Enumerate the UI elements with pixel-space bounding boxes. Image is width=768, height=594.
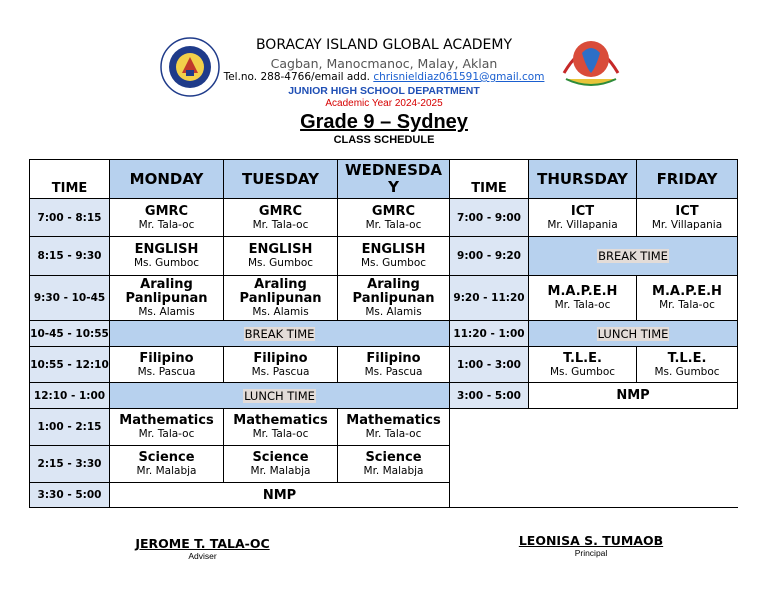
subject-cell xyxy=(224,446,338,483)
teacher-name: Mr. Tala-oc xyxy=(252,218,309,231)
subject-name: Mathematics xyxy=(119,413,214,428)
department-name: JUNIOR HIGH SCHOOL DEPARTMENT xyxy=(288,85,480,97)
adviser-name: JEROME T. TALA-OC xyxy=(135,536,270,551)
subject-name: Filipino xyxy=(253,350,308,366)
table-row xyxy=(30,383,738,409)
teacher-name: Mr. Tala-oc xyxy=(554,299,611,311)
teacher-name: Ms. Gumboc xyxy=(247,257,314,269)
teacher-name: Mr. Malabja xyxy=(250,465,311,477)
subject-name: ICT xyxy=(675,203,699,219)
subject-cell xyxy=(338,276,450,321)
subject-cell xyxy=(338,199,450,237)
subject-name: ENGLISH xyxy=(248,242,313,257)
subject-cell xyxy=(224,347,338,383)
subject-name: T.L.E. xyxy=(563,350,602,366)
break-time-label: BREAK TIME xyxy=(244,326,315,341)
subject-name: Araling Panlipunan xyxy=(239,277,322,306)
table-row xyxy=(30,347,738,383)
subject-cell xyxy=(637,199,738,237)
time-cell: 10-45 - 10:55 xyxy=(30,321,110,347)
telephone-text: Tel.no. 288-4766/email add. xyxy=(223,71,374,83)
subject-name: Araling Panlipunan xyxy=(352,277,435,306)
academic-year: Academic Year 2024-2025 xyxy=(325,98,443,109)
table-row xyxy=(30,409,738,446)
subject-name: M.A.P.E.H xyxy=(547,284,618,299)
header-time-left: TIME xyxy=(30,160,110,199)
teacher-name: Ms. Pascua xyxy=(251,365,310,378)
subject-name: GMRC xyxy=(371,203,416,219)
teacher-name: Mr. Tala-oc xyxy=(138,218,195,231)
time-cell: 7:00 - 9:00 xyxy=(450,199,529,237)
subject-name: Science xyxy=(252,450,309,465)
subject-name: ENGLISH xyxy=(134,242,199,257)
subject-cell xyxy=(224,199,338,237)
header-monday: MONDAY xyxy=(110,160,224,199)
nmp-cell: NMP xyxy=(110,483,450,508)
teacher-name: Ms. Alamis xyxy=(138,306,195,318)
teacher-name: Ms. Alamis xyxy=(252,306,309,318)
nmp-cell: NMP xyxy=(529,383,738,409)
teacher-name: Mr. Malabja xyxy=(363,465,424,477)
school-address: Cagban, Manocmanoc, Malay, Aklan xyxy=(270,56,498,71)
teacher-name: Ms. Gumboc xyxy=(549,365,616,378)
header-thursday: THURSDAY xyxy=(529,160,637,199)
time-cell: 10:55 - 12:10 xyxy=(30,347,110,383)
table-header-row xyxy=(30,160,738,199)
time-cell: 1:00 - 2:15 xyxy=(30,409,110,446)
subject-name: M.A.P.E.H xyxy=(652,284,722,299)
time-cell: 7:00 - 8:15 xyxy=(30,199,110,237)
subject-cell xyxy=(637,276,738,321)
subject-cell xyxy=(338,237,450,276)
subject-cell xyxy=(110,347,224,383)
teacher-name: Mr. Malabja xyxy=(136,465,197,477)
subject-cell xyxy=(338,446,450,483)
break-time-band xyxy=(529,237,738,276)
lunch-time-label: LUNCH TIME xyxy=(244,388,315,403)
teacher-name: Mr. Tala-oc xyxy=(659,299,715,311)
subject-name: Mathematics xyxy=(233,413,328,428)
subject-name: GMRC xyxy=(144,203,189,219)
subject-name: ICT xyxy=(570,203,595,219)
principal-signature xyxy=(490,533,692,558)
adviser-role: Adviser xyxy=(188,551,217,561)
table-row xyxy=(30,199,738,237)
subject-cell xyxy=(224,276,338,321)
adviser-signature xyxy=(100,536,305,561)
teacher-name: Ms. Gumboc xyxy=(360,257,427,269)
subject-cell xyxy=(110,409,224,446)
schedule-subtitle: CLASS SCHEDULE xyxy=(333,134,435,146)
time-cell: 1:00 - 3:00 xyxy=(450,347,529,383)
subject-cell xyxy=(637,347,738,383)
break-time-label: BREAK TIME xyxy=(598,249,668,263)
teacher-name: Ms. Alamis xyxy=(365,306,422,318)
header-tuesday: TUESDAY xyxy=(224,160,338,199)
schedule-title: Grade 9 – Sydney xyxy=(300,111,468,133)
empty-area xyxy=(450,409,738,508)
lunch-time-band xyxy=(110,383,450,409)
time-cell: 9:20 - 11:20 xyxy=(450,276,529,321)
principal-role: Principal xyxy=(574,548,608,558)
teacher-name: Mr. Tala-oc xyxy=(365,218,422,231)
subject-name: Filipino xyxy=(139,350,194,366)
header-friday: FRIDAY xyxy=(637,160,738,199)
subject-cell xyxy=(110,237,224,276)
time-cell: 3:30 - 5:00 xyxy=(30,483,110,508)
table-row xyxy=(30,237,738,276)
time-cell: 2:15 - 3:30 xyxy=(30,446,110,483)
subject-name: GMRC xyxy=(258,203,303,219)
header-time-right: TIME xyxy=(450,160,529,199)
email-link[interactable]: chrisnieldiaz061591@gmail.com xyxy=(373,71,545,83)
time-cell: 9:00 - 9:20 xyxy=(450,237,529,276)
teacher-name: Mr. Villapania xyxy=(547,218,618,231)
subject-name: Mathematics xyxy=(346,413,441,428)
teacher-name: Mr. Tala-oc xyxy=(252,428,309,440)
teacher-name: Ms. Pascua xyxy=(364,365,423,378)
subject-cell xyxy=(110,199,224,237)
teacher-name: Ms. Gumboc xyxy=(654,365,720,378)
subject-name: Filipino xyxy=(366,350,421,366)
table-row xyxy=(30,276,738,321)
break-time-band xyxy=(110,321,450,347)
subject-cell xyxy=(529,347,637,383)
teacher-name: Mr. Villapania xyxy=(651,218,723,231)
header-wednesday: WEDNESDA Y xyxy=(338,160,450,199)
subject-cell xyxy=(529,199,637,237)
table-row xyxy=(30,321,738,347)
time-cell: 3:00 - 5:00 xyxy=(450,383,529,409)
schedule-table xyxy=(29,159,738,508)
time-cell: 11:20 - 1:00 xyxy=(450,321,529,347)
time-cell: 9:30 - 10-45 xyxy=(30,276,110,321)
time-cell: 12:10 - 1:00 xyxy=(30,383,110,409)
time-cell: 8:15 - 9:30 xyxy=(30,237,110,276)
subject-cell xyxy=(338,347,450,383)
lunch-time-label: LUNCH TIME xyxy=(597,326,669,341)
teacher-name: Ms. Pascua xyxy=(137,365,196,378)
teacher-name: Ms. Gumboc xyxy=(133,257,200,269)
subject-name: T.L.E. xyxy=(667,350,707,366)
subject-cell xyxy=(224,409,338,446)
subject-cell xyxy=(338,409,450,446)
subject-cell xyxy=(529,276,637,321)
subject-name: Science xyxy=(365,450,422,465)
school-name: BORACAY ISLAND GLOBAL ACADEMY xyxy=(255,37,513,53)
subject-cell xyxy=(110,446,224,483)
subject-cell xyxy=(224,237,338,276)
subject-name: ENGLISH xyxy=(361,242,426,257)
lunch-time-band xyxy=(529,321,738,347)
teacher-name: Mr. Tala-oc xyxy=(138,428,195,440)
principal-name: LEONISA S. TUMAOB xyxy=(518,533,664,548)
subject-name: Araling Panlipunan xyxy=(125,277,208,306)
contact-line xyxy=(0,71,768,83)
teacher-name: Mr. Tala-oc xyxy=(365,428,422,440)
subject-cell xyxy=(110,276,224,321)
subject-name: Science xyxy=(138,450,195,465)
